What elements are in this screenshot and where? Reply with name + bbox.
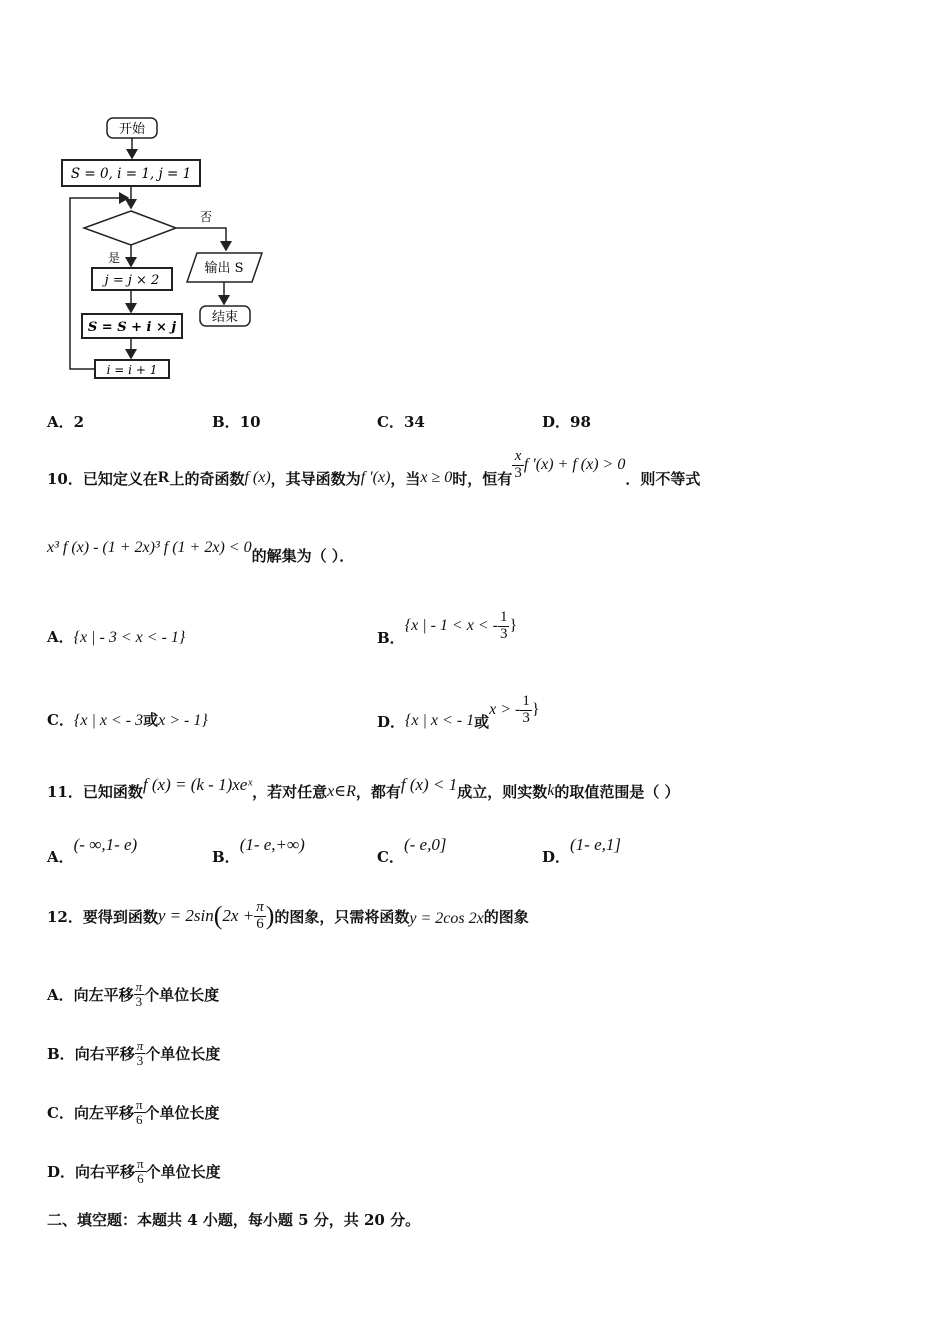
no-label: 否 — [200, 210, 213, 224]
q10-option-d[interactable]: D． {x | x < - 1 或 x > - $\frac{1}{3}$ } — [377, 692, 540, 731]
q10-option-a[interactable]: A．{x | - 3 < x < - 1} — [47, 628, 186, 646]
step-s-label: S = S + i × j — [87, 320, 177, 335]
q11-option-c[interactable]: C． (- e,0] — [377, 834, 447, 866]
step-j-label: j = j × 2 — [104, 273, 160, 288]
flowchart-diagram — [50, 110, 280, 395]
q10-stem-line2: x³ f (x) - (1 + 2x)³ f (1 + 2x) < 0 的解集为（ ）． — [47, 538, 355, 565]
start-label: 开始 — [118, 122, 146, 137]
q9-option-c[interactable]: C．34 — [377, 413, 425, 431]
section-heading-fill-in: 二、填空题：本题共 4 小题，每小题 5 分，共 20 分。 — [47, 1211, 421, 1229]
q12-option-a[interactable]: A． 向左平移 $\frac{\pi}{3}$ 个单位长度 — [47, 978, 220, 1009]
q11-stem: 11． 已知函数 f (x) = (k - 1)xeˣ ，若对任意 x∈R ，都有 f (x) < 1 成立，则实数 k 的取值范围是（ ） — [47, 775, 680, 801]
q12-stem: 12． 要得到函数 y = 2sin ( 2x + $\frac{\pi}{6}$ ) 的图象，只需将函数 y = 2cos 2x 的图象 — [47, 898, 529, 932]
q10-stem-line1: 10． 已知定义在 R 上的奇函数 f (x) ，其导函数为 f ′(x) ，当 x ≥ 0 时，恒有 $\frac{x}{3}$ f ′(x) + f (x) > 0 ．则不等式 — [47, 447, 701, 488]
q9-option-d[interactable]: D．98 — [542, 413, 591, 431]
q9-option-b[interactable]: B．10 — [212, 413, 261, 431]
q11-option-d[interactable]: D． (1- e,1] — [542, 834, 621, 866]
q12-option-c[interactable]: C． 向左平移 $\frac{\pi}{6}$ 个单位长度 — [47, 1096, 220, 1127]
q10-option-b[interactable]: B． {x | - 1 < x < - $\frac{1}{3}$ } — [377, 608, 518, 647]
q10-option-c[interactable]: C．{x | x < - 3或x > - 1} — [47, 711, 208, 729]
q11-option-a[interactable]: A． (- ∞,1- e) — [47, 834, 138, 866]
yes-label: 是 — [108, 251, 121, 265]
q9-option-a[interactable]: A．2 — [47, 413, 85, 431]
end-label: 结束 — [211, 310, 239, 325]
q11-option-b[interactable]: B． (1- e,+∞) — [212, 834, 305, 866]
q12-option-b[interactable]: B． 向右平移 $\frac{\pi}{3}$ 个单位长度 — [47, 1037, 221, 1068]
condition-diamond — [84, 211, 176, 245]
step-i-label: i = i + 1 — [106, 363, 158, 377]
output-label: 输出 S — [204, 261, 244, 276]
q12-option-d[interactable]: D． 向右平移 $\frac{\pi}{6}$ 个单位长度 — [47, 1155, 221, 1186]
init-label: S = 0, i = 1, j = 1 — [70, 166, 192, 182]
